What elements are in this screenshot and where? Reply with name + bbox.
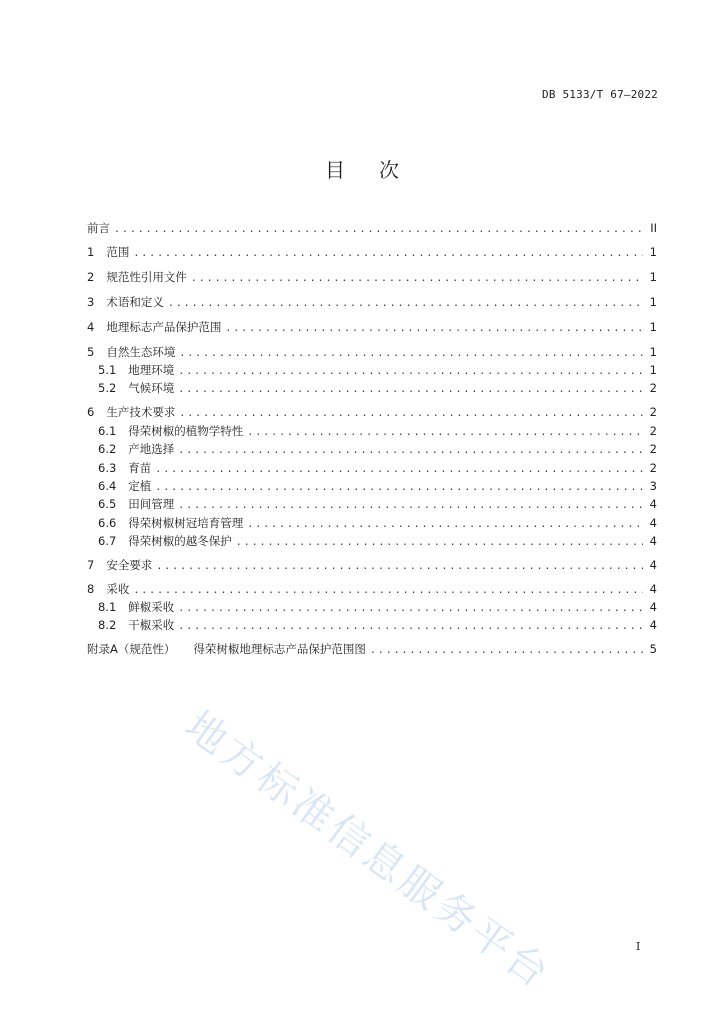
toc-entry[interactable] — [87, 495, 657, 513]
toc-entry-number: 8.2 — [98, 618, 117, 632]
toc-entry[interactable] — [87, 361, 657, 379]
toc-entry-number: 5.1 — [98, 363, 117, 377]
toc-entry-page: 2 — [649, 424, 657, 438]
toc-entry-page: 2 — [649, 405, 657, 419]
toc-entry-page: 2 — [649, 442, 657, 456]
toc-entry-number: 8.1 — [98, 600, 117, 614]
toc-entry-number: 8 — [87, 582, 95, 596]
toc-entry-number: 3 — [87, 295, 95, 309]
toc-entry-label: 得荣树椒地理标志产品保护范围图 — [193, 642, 366, 656]
toc-entry-page: 1 — [649, 320, 657, 334]
page-number: I — [636, 940, 641, 953]
toc-entry-page: 1 — [649, 245, 657, 259]
toc-leader-dots — [178, 497, 643, 515]
toc-entry-number: 6.2 — [98, 442, 117, 456]
toc-entry[interactable] — [87, 293, 657, 311]
toc-entry-number: 附录A（规范性） — [87, 642, 176, 656]
toc-entry-label: 干椒采收 — [128, 618, 175, 632]
toc-entry-number: 4 — [87, 320, 95, 334]
toc-entry-page: 1 — [649, 345, 657, 359]
watermark: 地方标准信息服务平台 — [176, 702, 560, 999]
toc-entry-label: 安全要求 — [106, 558, 153, 572]
toc-entry-label: 采收 — [106, 582, 130, 596]
toc-entry-page: 4 — [649, 600, 657, 614]
toc-leader-dots — [156, 558, 643, 576]
toc-entry-number: 5.2 — [98, 381, 117, 395]
toc-entry-page: 4 — [649, 618, 657, 632]
toc-leader-dots — [236, 534, 643, 552]
toc-entry-label: 范围 — [106, 245, 130, 259]
document-code: DB 5133/T 67—2022 — [542, 88, 658, 101]
toc-entry[interactable] — [87, 477, 657, 495]
toc-leader-dots — [191, 270, 643, 288]
toc-leader-dots — [178, 442, 643, 460]
toc-entry-label: 育苗 — [128, 461, 152, 475]
toc-entry-page: II — [650, 221, 657, 235]
toc-entry-label: 得荣树椒的植物学特性 — [128, 424, 244, 438]
toc-entry-number: 7 — [87, 558, 95, 572]
toc-entry[interactable] — [87, 243, 657, 261]
toc-entry-page: 5 — [649, 642, 657, 656]
toc-leader-dots — [225, 320, 643, 338]
toc-leader-dots — [370, 642, 643, 660]
toc-entry-label: 规范性引用文件 — [106, 270, 187, 284]
toc-entry[interactable] — [87, 219, 657, 237]
toc-entry[interactable] — [87, 556, 657, 574]
toc-entry[interactable] — [87, 268, 657, 286]
toc-entry[interactable] — [87, 440, 657, 458]
toc-entry-label: 产地选择 — [128, 442, 175, 456]
toc-leader-dots — [178, 381, 643, 399]
toc-entry-page: 1 — [649, 295, 657, 309]
toc-leader-dots — [178, 618, 643, 636]
toc-entry[interactable] — [87, 532, 657, 550]
toc-entry-page: 3 — [649, 479, 657, 493]
toc-leader-dots — [168, 295, 643, 313]
toc-entry[interactable] — [87, 422, 657, 440]
toc-entry-label: 得荣树椒的越冬保护 — [128, 534, 232, 548]
toc-entry[interactable] — [87, 403, 657, 421]
toc-entry-number: 6.1 — [98, 424, 117, 438]
toc-entry-number: 5 — [87, 345, 95, 359]
toc-entry-page: 2 — [649, 461, 657, 475]
toc-entry-number: 6.4 — [98, 479, 117, 493]
toc-entry-number: 6 — [87, 405, 95, 419]
toc-entry[interactable] — [87, 379, 657, 397]
toc-entry-number: 1 — [87, 245, 95, 259]
toc-entry-number: 6.3 — [98, 461, 117, 475]
toc-leader-dots — [179, 405, 643, 423]
toc-leader-dots — [114, 221, 643, 239]
toc-entry-label: 术语和定义 — [106, 295, 164, 309]
toc-entry-page: 4 — [649, 558, 657, 572]
toc-entry-label: 生产技术要求 — [106, 405, 176, 419]
toc-entry-page: 2 — [649, 381, 657, 395]
toc-entry[interactable] — [87, 318, 657, 336]
toc-entry[interactable] — [87, 580, 657, 598]
toc-entry-page: 4 — [649, 582, 657, 596]
toc-entry-page: 4 — [649, 534, 657, 548]
toc-entry[interactable] — [87, 598, 657, 616]
toc-entry[interactable] — [87, 514, 657, 532]
toc-entry-label: 前言 — [87, 221, 110, 235]
toc-entry-label: 鲜椒采收 — [128, 600, 175, 614]
toc-entry-page: 4 — [649, 497, 657, 511]
toc-leader-dots — [133, 245, 643, 263]
toc-entry-label: 气候环境 — [128, 381, 175, 395]
toc-entry-label: 得荣树椒树冠培育管理 — [128, 516, 244, 530]
toc-entry[interactable] — [87, 459, 657, 477]
toc-title: 目次 — [325, 158, 433, 182]
toc-entry[interactable] — [87, 640, 657, 658]
toc-entry-number: 6.6 — [98, 516, 117, 530]
toc-entry-page: 1 — [649, 363, 657, 377]
toc-entry-page: 4 — [649, 516, 657, 530]
toc-entry-label: 定植 — [128, 479, 152, 493]
toc-entry-page: 1 — [649, 270, 657, 284]
toc-entry-label: 地理环境 — [128, 363, 175, 377]
toc-entry-label: 自然生态环境 — [106, 345, 176, 359]
toc-entry-number: 6.5 — [98, 497, 117, 511]
toc-entry-label: 田间管理 — [128, 497, 175, 511]
toc-entry-number: 6.7 — [98, 534, 117, 548]
toc-entry[interactable] — [87, 343, 657, 361]
toc-entry-number: 2 — [87, 270, 95, 284]
toc-entry[interactable] — [87, 616, 657, 634]
toc-entry-label: 地理标志产品保护范围 — [106, 320, 222, 334]
